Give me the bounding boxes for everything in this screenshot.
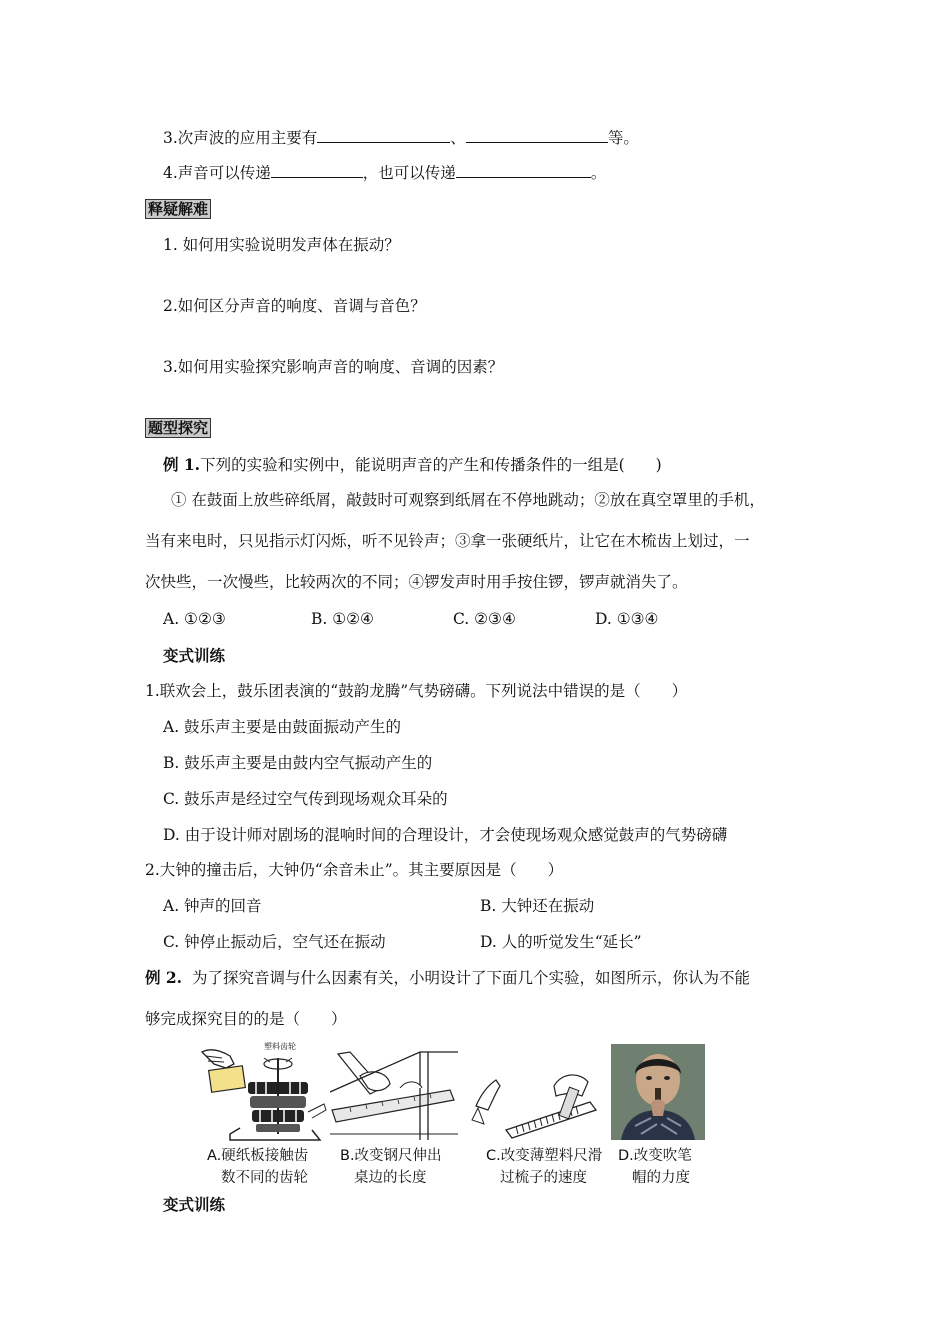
- example-1-body: ① 在鼓面上放些碎纸屑，敲鼓时可观察到纸屑在不停地跳动；②放在真空罩里的手机，: [171, 491, 765, 509]
- answer-blank[interactable]: [466, 128, 608, 143]
- fill-q3-text: 3.次声波的应用主要有: [163, 129, 318, 147]
- caption-line: 帽的力度: [632, 1170, 690, 1186]
- answer-blank[interactable]: [271, 163, 363, 178]
- example-label: 例 1.: [163, 455, 201, 474]
- option-c[interactable]: C. 鼓乐声是经过空气传到现场观众耳朵的: [163, 790, 448, 808]
- option-b[interactable]: B. 鼓乐声主要是由鼓内空气振动产生的: [163, 754, 433, 772]
- explain-item: 2.如何区分声音的响度、音调与音色？: [163, 297, 426, 315]
- option-a[interactable]: A. 鼓乐声主要是由鼓面振动产生的: [163, 718, 402, 736]
- example-text: 为了探究音调与什么因素有关，小明设计了下面几个实验，如图所示，你认为不能: [191, 969, 750, 987]
- answer-blank[interactable]: [456, 163, 591, 178]
- gear-label: 塑料齿轮: [264, 1042, 296, 1051]
- fill-q3-sep: 、: [450, 129, 466, 147]
- caption-line: C.改变薄塑料尺滑: [486, 1148, 603, 1164]
- option-d[interactable]: D. ①③④: [595, 610, 659, 628]
- option-d[interactable]: D. 由于设计师对剧场的混响时间的合理设计，才会使现场观众感觉鼓声的气势磅礴: [163, 826, 728, 844]
- example-text: 下列的实验和实例中，能说明声音的产生和传播条件的一组是( ): [200, 456, 662, 474]
- ruler-experiment-illustration: [330, 1048, 460, 1142]
- fill-q3-end: 等。: [607, 129, 639, 147]
- question-stem: 1.联欢会上，鼓乐团表演的“鼓韵龙腾”气势磅礴。下列说法中错误的是（ ）: [145, 682, 688, 700]
- option-b[interactable]: B. 大钟还在振动: [480, 897, 595, 915]
- variant-training-heading: 变式训练: [163, 1195, 226, 1214]
- option-c[interactable]: C. 钟停止振动后，空气还在振动: [163, 933, 386, 951]
- explain-item: 1. 如何用实验说明发声体在振动？: [163, 236, 400, 254]
- example-label: 例 2.: [145, 968, 183, 987]
- caption-line: B.改变钢尺伸出: [340, 1148, 442, 1164]
- figure-caption-a: [207, 1145, 308, 1189]
- fill-question-4: [163, 163, 606, 183]
- comb-experiment-illustration: [470, 1062, 608, 1142]
- caption-line: 过梳子的速度: [500, 1170, 587, 1186]
- gear-experiment-illustration: [200, 1042, 328, 1142]
- fill-question-3: [163, 128, 639, 148]
- example-1-stem: [163, 455, 662, 475]
- figure-caption-c: [486, 1145, 602, 1189]
- option-b[interactable]: B. ①②④: [311, 610, 374, 628]
- example-2-stem-cont: 够完成探究目的的是（ ）: [145, 1010, 347, 1028]
- boy-blowing-pen-cap-photo: [611, 1044, 705, 1140]
- figure-caption-b: [340, 1145, 442, 1189]
- answer-blank[interactable]: [317, 128, 450, 143]
- explain-item: 3.如何用实验探究影响声音的响度、音调的因素？: [163, 358, 504, 376]
- variant-training-heading: 变式训练: [163, 646, 226, 665]
- example-1-body: 当有来电时，只见指示灯闪烁，听不见铃声；③拿一张硬纸片，让它在木梳齿上划过，一: [145, 532, 750, 550]
- option-c[interactable]: C. ②③④: [453, 610, 516, 628]
- option-d[interactable]: D. 人的听觉发生“延长”: [480, 933, 642, 951]
- option-a[interactable]: A. ①②③: [163, 610, 226, 628]
- caption-line: A.硬纸板接触齿: [207, 1148, 309, 1164]
- section-tag-explain: 释疑解难: [145, 199, 211, 219]
- section-heading: [145, 418, 211, 438]
- fill-q4-end: 。: [590, 164, 607, 182]
- fill-q4-mid: ，也可以传递: [362, 164, 456, 182]
- fill-q4-text: 4.声音可以传递: [163, 164, 271, 182]
- caption-line: D.改变吹笔: [618, 1148, 692, 1164]
- section-tag-types: 题型探究: [145, 418, 211, 438]
- section-heading: [145, 199, 211, 219]
- question-stem: 2.大钟的撞击后，大钟仍“余音未止”。其主要原因是（ ）: [145, 861, 564, 879]
- example-1-body: 次快些，一次慢些，比较两次的不同；④锣发声时用手按住锣，锣声就消失了。: [145, 573, 688, 591]
- figure-caption-d: [618, 1145, 692, 1189]
- option-a[interactable]: A. 钟声的回音: [163, 897, 262, 915]
- caption-line: 数不同的齿轮: [221, 1170, 308, 1186]
- example-2-stem: [145, 968, 750, 988]
- caption-line: 桌边的长度: [354, 1170, 427, 1186]
